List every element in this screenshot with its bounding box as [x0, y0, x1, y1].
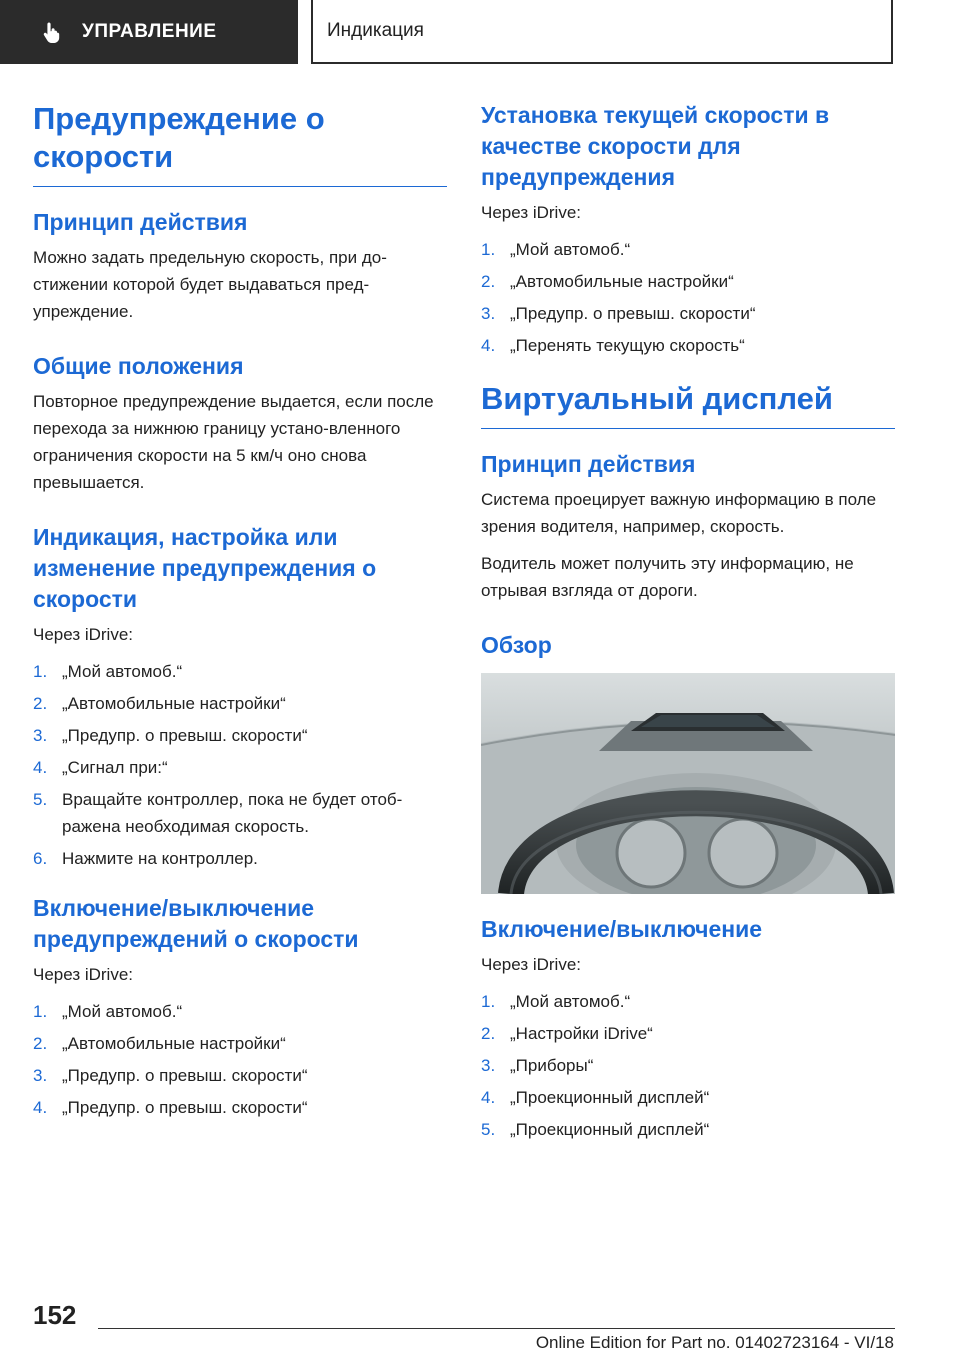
list-item: 2. „Настройки iDrive“ [481, 1024, 653, 1043]
list-item: 2. „Автомобильные настройки“ [481, 272, 734, 291]
hud-toggle-heading: Включение/выключение [481, 916, 763, 942]
toggle-warnings-steps [33, 998, 447, 1121]
footer-divider [98, 1328, 895, 1329]
list-item: 3. „Предупр. о превыш. скорости“ [33, 1066, 308, 1085]
display-setting-steps [33, 658, 447, 872]
head-up-display-illustration [481, 673, 895, 894]
hand-pointer-icon [40, 20, 64, 44]
section-tab [0, 0, 298, 64]
general-text: Повторное предупреждение выдается, если после перехода за нижнюю границу устано-вленного ограничения скорости на 5 км/ч оно снова превышается. [33, 392, 434, 492]
list-item: 1. „Мой автомоб.“ [481, 992, 631, 1011]
left-column [33, 100, 447, 1126]
section-label: УПРАВЛЕНИЕ [82, 21, 217, 42]
list-item: 6. Нажмите на контроллер. [33, 849, 258, 868]
list-item: 2. „Автомобильные настройки“ [33, 1034, 286, 1053]
display-setting-intro: Через iDrive: [33, 625, 134, 644]
general-heading: Общие положения [33, 353, 244, 379]
list-item: 2. „Автомобильные настройки“ [33, 694, 286, 713]
list-item: 5. „Проекционный дисплей“ [481, 1120, 710, 1139]
principle-heading: Принцип действия [33, 209, 248, 235]
list-item: 4. „Проекционный дисплей“ [481, 1088, 710, 1107]
right-column [481, 100, 895, 1148]
overview-heading: Обзор [481, 632, 552, 658]
list-item: 3. „Приборы“ [481, 1056, 594, 1075]
list-item: 5. Вращайте контроллер, пока не будет отоб-ражена необходимая скорость. [33, 790, 403, 836]
hud-toggle-steps [481, 988, 895, 1143]
chapter-tab [311, 0, 893, 64]
chapter-label: Индикация [327, 20, 424, 41]
toggle-warnings-intro: Через iDrive: [33, 965, 134, 984]
speed-warning-title: Предупреждение о скорости [33, 100, 447, 187]
dashboard-illustration [481, 673, 895, 894]
list-item: 1. „Мой автомоб.“ [33, 662, 183, 681]
set-current-speed-heading: Установка текущей скорости в качестве скорости для предупреждения [481, 102, 830, 190]
hud-principle-text-1: Система проецирует важную информацию в поле зрения водителя, например, скорость. [481, 490, 877, 536]
list-item: 4. „Перенять текущую скорость“ [481, 336, 745, 355]
set-current-speed-steps [481, 236, 895, 359]
list-item: 3. „Предупр. о превыш. скорости“ [481, 304, 756, 323]
hud-principle-text-2: Водитель может получить эту информацию, не отрывая взгляда от дороги. [481, 554, 854, 600]
list-item: 4. „Предупр. о превыш. скорости“ [33, 1098, 308, 1117]
toggle-warnings-heading: Включение/выключение предупреждений о скорости [33, 895, 359, 952]
edition-text: Online Edition for Part no. 01402723164 - VI/18 [535, 1333, 894, 1352]
hud-principle-heading: Принцип действия [481, 451, 696, 477]
list-item: 4. „Сигнал при:“ [33, 758, 168, 777]
page-number: 152 [33, 1300, 77, 1330]
hud-toggle-intro: Через iDrive: [481, 955, 582, 974]
list-item: 1. „Мой автомоб.“ [33, 1002, 183, 1021]
display-setting-heading: Индикация, настройка или изменение предупреждения о скорости [33, 524, 377, 612]
principle-text: Можно задать предельную скорость, при до-стижении которой будет выдаваться пред-упреждение. [33, 248, 387, 321]
list-item: 1. „Мой автомоб.“ [481, 240, 631, 259]
set-current-speed-intro: Через iDrive: [481, 203, 582, 222]
list-item: 3. „Предупр. о превыш. скорости“ [33, 726, 308, 745]
virtual-display-title: Виртуальный дисплей [481, 380, 895, 429]
